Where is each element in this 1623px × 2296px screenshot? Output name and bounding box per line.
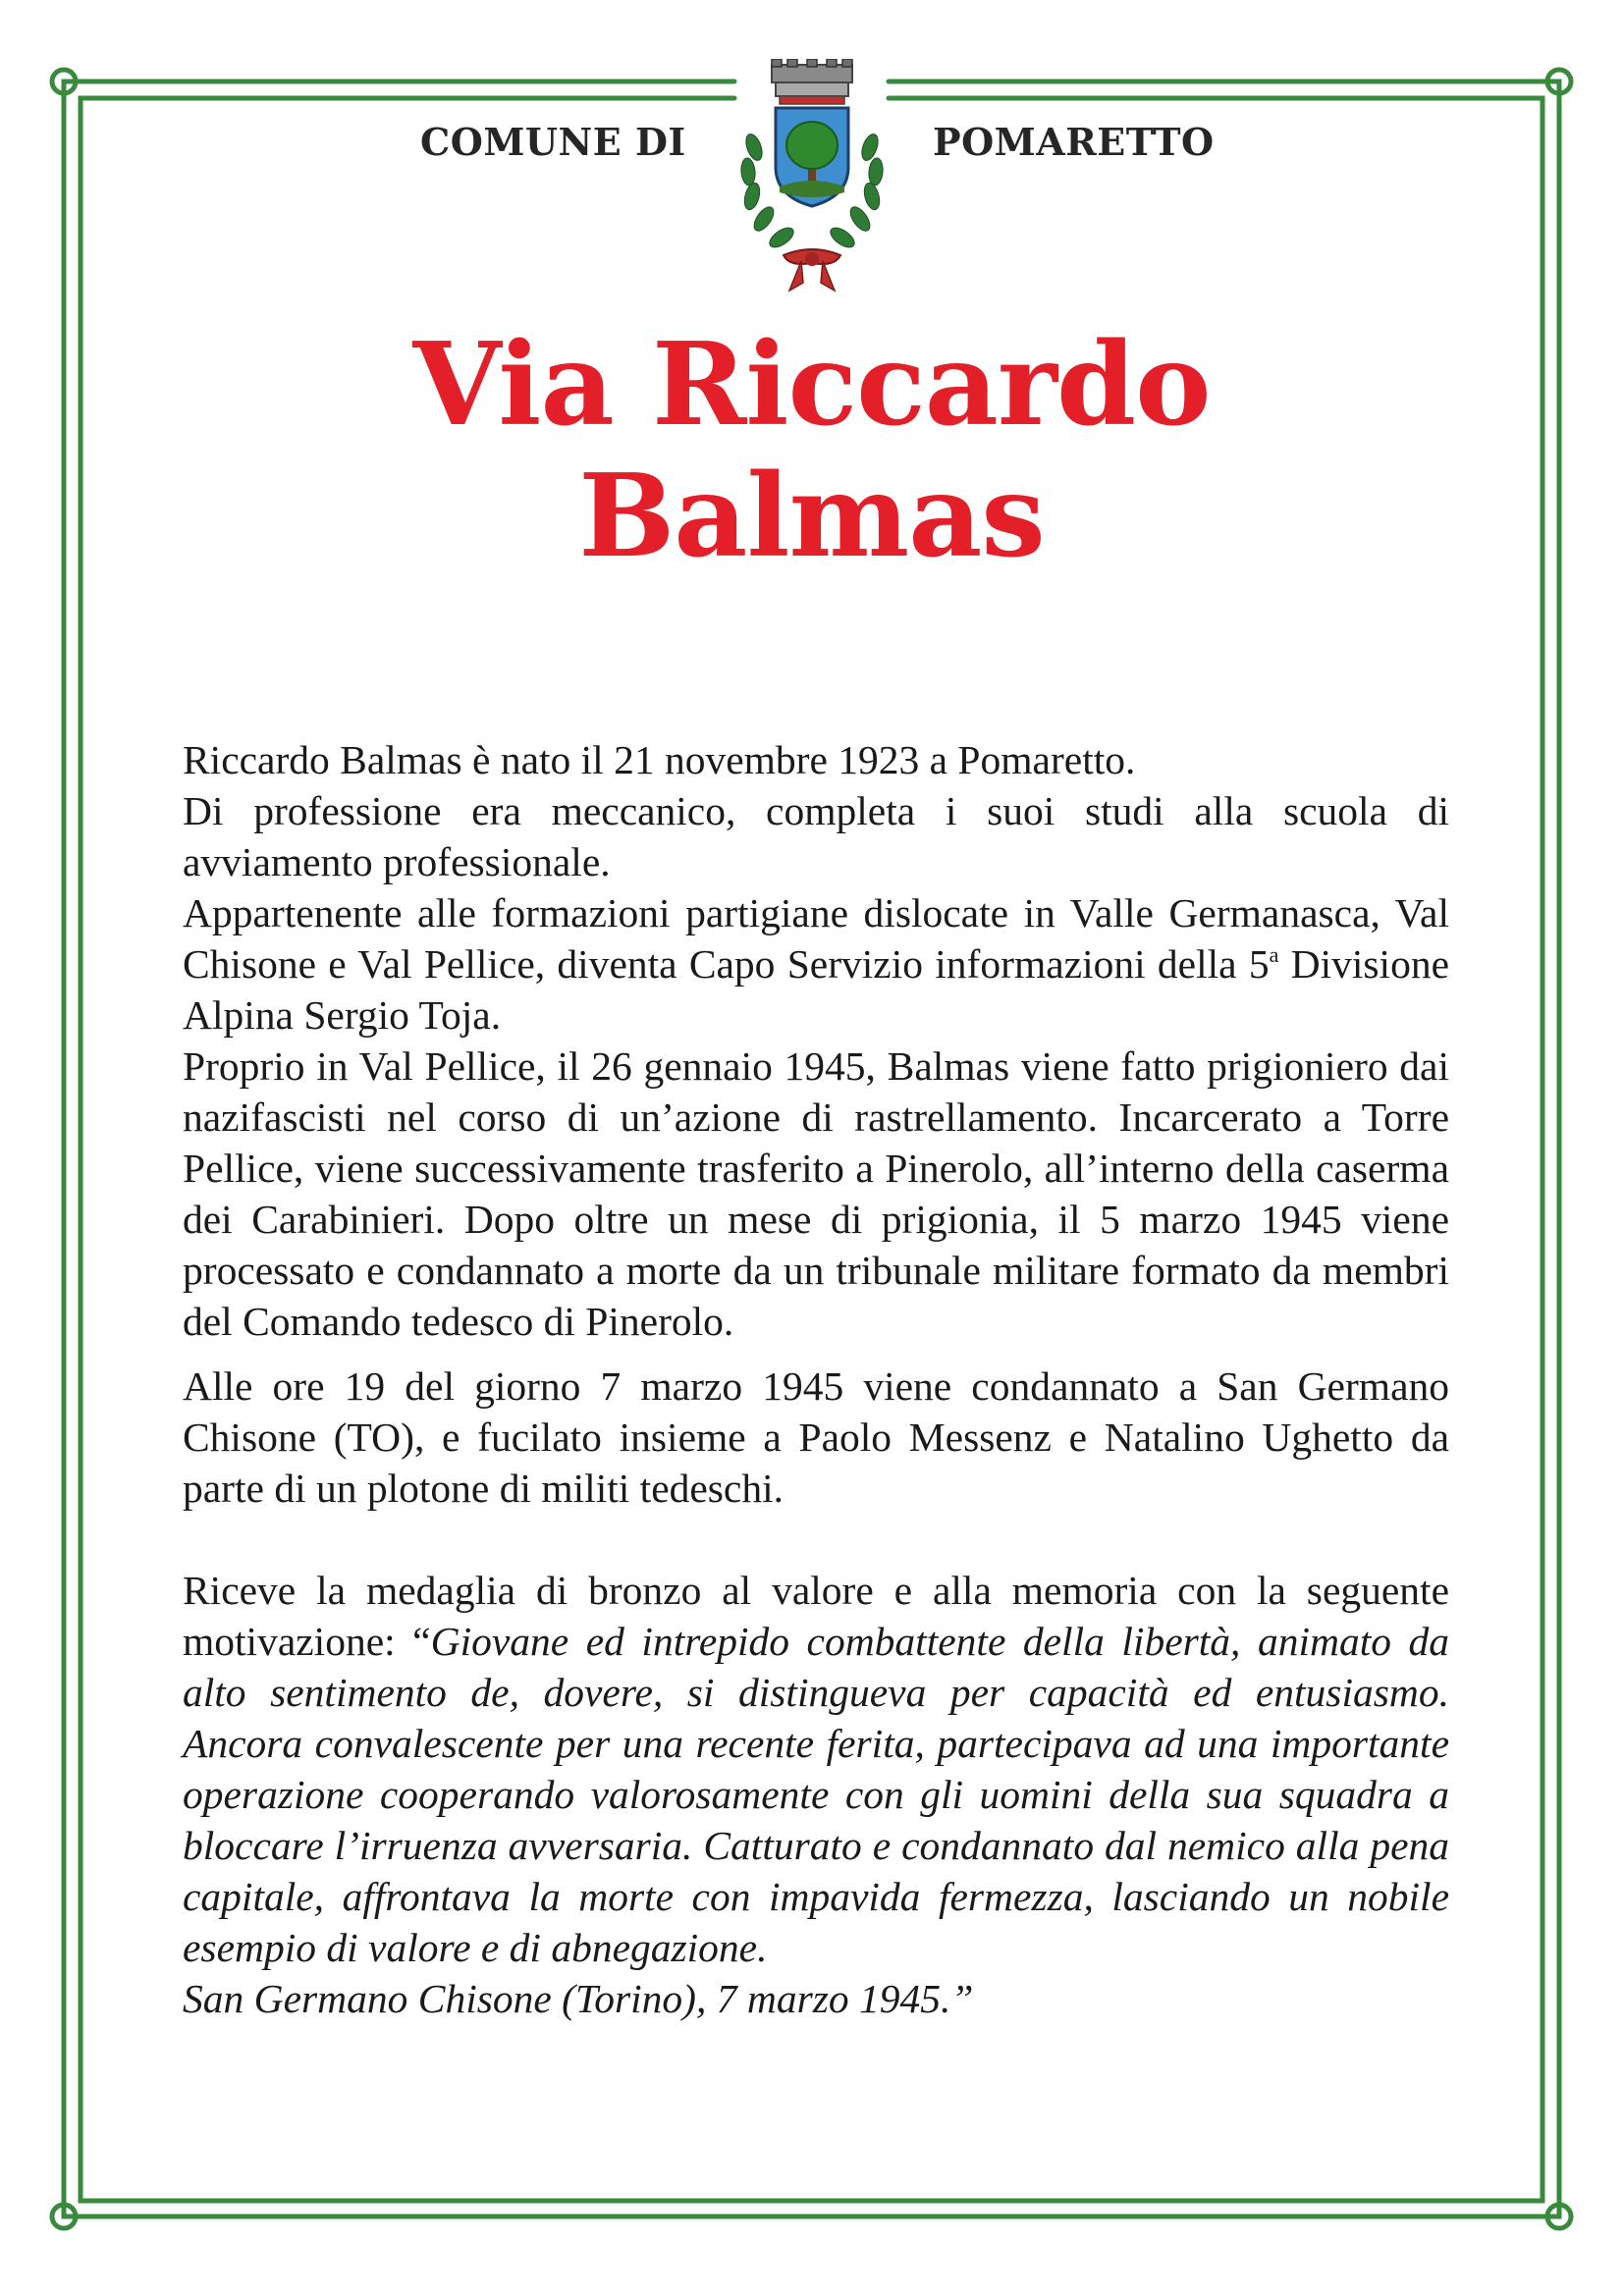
paragraph-birth: Riccardo Balmas è nato il 21 novembre 1923 a Pomaretto. — [183, 737, 1136, 782]
header-pomaretto: POMARETTO — [933, 120, 1215, 164]
title-line-2: Balmas — [578, 450, 1045, 583]
paragraph-signature: San Germano Chisone (Torino), 7 marzo 1945.” — [183, 1976, 974, 2021]
paragraph-execution: Alle ore 19 del giorno 7 marzo 1945 viene condannato a San Germano Chisone (TO), e fucilato insieme a Paolo Messenz e Natalino Ughetto da parte di un plotone di militi tedeschi. — [183, 1363, 1449, 1511]
crown-icon — [772, 59, 852, 104]
paragraph-partisan: Appartenente alle formazioni partigiane dislocate in Valle Germanasca, Val Chisone e Val Pellice, diventa Capo Servizio informazioni della 5$^a$ Divisione Alpina Sergio Toja. — [183, 890, 1449, 1038]
title-line-1: Via Riccardo — [412, 318, 1211, 452]
paragraph-profession: Di professione era meccanico, completa i suoi studi alla scuola di avviamento professionale. — [183, 788, 1449, 884]
tree-icon — [786, 122, 838, 169]
medal-motivation-quote: Giovane ed intrepido combattente della libertà, animato da alto sentimento de, dovere, si distingueva per capacità ed entusiasmo. Ancora convalescente per una recente ferita, partecipava ad una importante operazione cooperando valorosamente con gli uomini della sua squadra a bloccare l’irruenza avversaria. Catturato e condannato dal nemico alla pena capitale, affrontava la morte con impavida fermezza, lasciando un nobile esempio di valore e di abnegazione. — [183, 1619, 1449, 1970]
paragraph-capture: Proprio in Val Pellice, il 26 gennaio 1945, Balmas viene fatto prigioniero dai nazifascisti nel corso di un’azione di rastrellamento. Incarcerato a Torre Pellice, viene successivamente trasferito a Pinerolo, all’interno della caserma dei Carabinieri. Dopo oltre un mese di prigionia, il 5 marzo 1945 viene processato e condannato a morte da un tribunale militare formato da membri del Comando tedesco di Pinerolo. — [183, 1043, 1449, 1344]
ribbon-icon — [784, 249, 840, 291]
header-comune-di: COMUNE DI — [420, 120, 686, 164]
paragraph-medal: Riceve la medaglia di bronzo al valore e alla memoria con la seguente motivazione: “Giovane ed intrepido combattente della libertà, animato da alto sentimento de, dovere, si distingueva per capacità ed entusiasmo. Ancora convalescente per una recente ferita, partecipava ad una importante operazione cooperando valorosamente con gli uomini della sua squadra a bloccare l’irruenza avversaria. Catturato e condannato dal nemico alla pena capitale, affrontava la morte con impavida fermezza, lasciando un nobile esempio di valore e di abnegazione. — [183, 1568, 1449, 1970]
page-title — [0, 319, 1623, 582]
coat-of-arms-icon — [725, 59, 899, 296]
body-text — [183, 734, 1449, 2024]
